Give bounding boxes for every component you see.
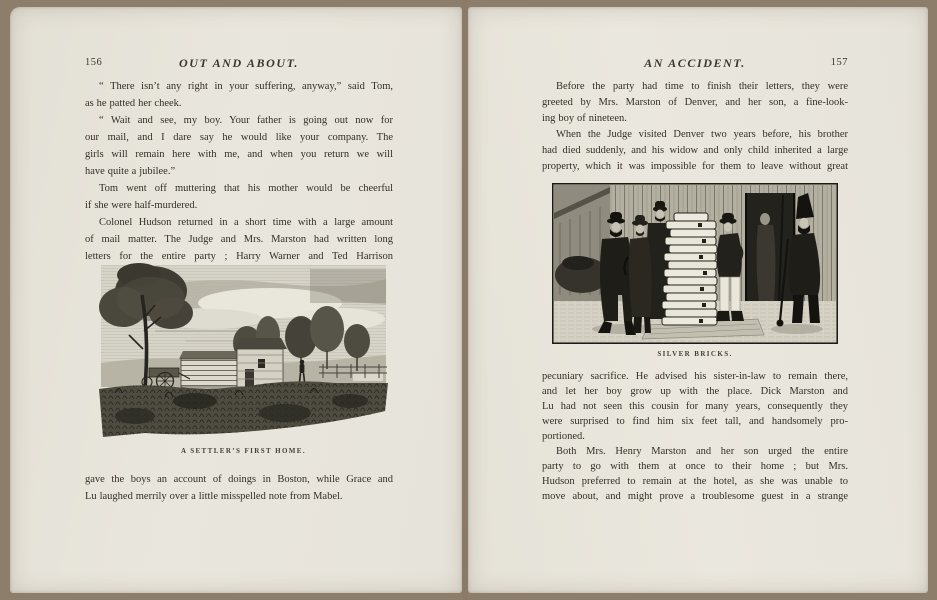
text-line: pecuniary sacrifice. He advised his sister-in-law to remain there, [542,371,848,382]
page-number: 157 [830,57,848,68]
text-line: letters for the entire party ; Harry Warner and Ted Harrison [85,251,393,262]
text-line: Lu laughed merrily over a little misspelled note from Mabel. [85,491,343,502]
text-line: party to go with them at once to their home ; but Mrs. [542,461,848,472]
illustration-caption: A SETTLER’S FIRST HOME. [180,447,307,455]
text-line: Tom went off muttering that his mother would be cheerful [99,183,393,194]
silver-brick-stack [662,213,717,325]
text-line: “ There isn’t any right in your suffering, anyway,” said Tom, [99,81,393,92]
text-line: Hudson preferred to remain at the hotel, as she was unable to [542,476,848,487]
page-body-lower [542,369,848,504]
text-line: Colonel Hudson returned in a short time with a large amount [99,217,393,228]
text-line: have quite a jubilee.” [85,166,176,177]
text-line: were surprised to find him six feet tall, and handsomely pro- [542,416,848,427]
text-line: Lu had not seen this cousin for many years, consequently they [542,401,848,412]
text-line: Before the party had time to finish their letters, they were [556,81,848,92]
page-body-upper [542,79,848,175]
text-line: girls will remain here with me, and when you return we will [85,149,393,160]
text-line: property, which it was impossible for them to leave without great [542,161,848,172]
page-body-lower [85,471,393,505]
running-head: OUT AND ABOUT. [178,56,300,70]
page-body-upper [85,78,393,265]
text-line: ing boy of nineteen. [542,113,627,124]
text-line: move about, and might prove a troublesome guest in a strange [542,491,848,502]
settlers-home-engraving [95,261,392,441]
text-line: as he patted her cheek. [85,98,182,109]
silver-bricks-engraving [552,183,838,344]
text-line: if she were half-murdered. [85,200,198,211]
page-157 [468,7,928,593]
page-number: 156 [85,57,103,68]
foreground-field [99,381,388,437]
text-line: of mail matter. The Judge and Mrs. Marston had written long [85,234,393,245]
text-line: and let her boy grow up with the place. Dick Marston and [542,386,848,397]
text-line: Both Mrs. Henry Marston and her son urged the entire [556,446,848,457]
settlers-first-home-illustration [95,261,392,455]
text-line: our mail, and I dare say he would like your company. The [85,132,393,143]
text-line: “ Wait and see, my boy. Your father is going out now for [99,115,393,126]
running-head: AN ACCIDENT. [644,56,746,70]
text-line: greeted by Mrs. Marston of Denver, and her son, a fine-look- [542,97,848,108]
text-line: gave the boys an account of doings in Boston, while Grace and [85,474,393,485]
page-156 [10,7,462,593]
illustration-caption: SILVER BRICKS. [657,350,733,358]
page-header-left [85,56,393,72]
page-header-right [542,56,848,72]
text-line: When the Judge visited Denver two years before, his brother [556,129,848,140]
text-line: had died suddenly, and his widow and only child inherited a large [542,145,848,156]
text-line: portioned. [542,431,585,442]
silver-bricks-illustration [552,183,838,358]
